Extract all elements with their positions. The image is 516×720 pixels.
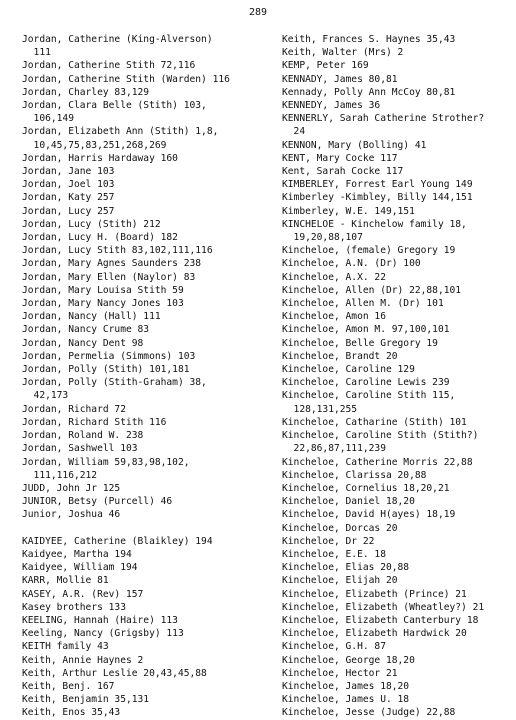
index-entry: Jordan, Catherine (King-Alverson): [22, 34, 213, 45]
index-entry: 19,20,88,107: [282, 232, 363, 244]
index-entry: 10,45,75,83,251,268,269: [22, 139, 167, 151]
index-entry: 24: [282, 126, 306, 138]
index-entry: 111: [22, 47, 51, 59]
index-entry: Kaidyee, William 194: [22, 562, 138, 574]
index-column-left: [22, 33, 262, 720]
index-entry: Kincheloe, James 18,20: [282, 680, 410, 692]
index-entry: Kincheloe, Elijah 20: [282, 575, 398, 587]
index-entry: KIMBERLEY, Forrest Earl Young 149: [282, 179, 473, 191]
index-entry: Jordan, Polly (Stith-Graham) 38,: [22, 377, 207, 389]
index-entry: Kincheloe, Jesse (Judge) 22,88: [282, 707, 456, 719]
index-entry: Jordan, Richard 72: [22, 403, 126, 415]
index-entry: KEELING, Hannah (Haire) 113: [22, 614, 178, 626]
index-entry: 128,131,255: [282, 403, 358, 415]
index-entry: KENT, Mary Cocke 117: [282, 152, 398, 164]
index-entry: Kincheloe, A.X. 22: [282, 271, 386, 283]
index-entry: Keith, Enos 35,43: [22, 707, 121, 719]
index-entry: Kincheloe, Hector 21: [282, 667, 398, 679]
index-entry: Jordan, Nancy Dent 98: [22, 337, 144, 349]
index-entry: Kincheloe, G.H. 87: [282, 641, 386, 653]
index-entry: JUNIOR, Betsy (Purcell) 46: [22, 496, 173, 508]
index-entry: Kincheloe, George 18,20: [282, 654, 415, 666]
index-entry: Jordan, Charley 83,129: [22, 86, 150, 98]
index-entry: Kincheloe, Belle Gregory 19: [282, 337, 438, 349]
index-entry: Kincheloe, James U. 18: [282, 694, 410, 706]
index-entry: Jordan, Mary Nancy Jones 103: [22, 298, 184, 310]
index-entry: Kincheloe, (female) Gregory 19: [282, 245, 456, 257]
index-entry: Jordan, Harris Hardaway 160: [22, 152, 178, 164]
index-entry: Jordan, Catherine Stith (Warden) 116: [22, 73, 230, 85]
index-entry: Jordan, Clara Belle (Stith) 103,: [22, 100, 207, 112]
index-entry: KAIDYEE, Catherine (Blaikley) 194: [22, 535, 213, 547]
index-entry: Jordan, Jane 103: [22, 166, 115, 178]
index-entry: KENNERLY, Sarah Catherine Strother?: [282, 113, 485, 125]
index-entry: Keith, Annie Haynes 2: [22, 654, 144, 666]
index-entry: Jordan, Polly (Stith) 101,181: [22, 364, 190, 376]
page-number: 289: [248, 7, 268, 18]
index-entry: Kincheloe, Brandt 20: [282, 350, 398, 362]
index-entry: 22,86,87,111,239: [282, 443, 386, 455]
index-entry: Kimberley, W.E. 149,151: [282, 205, 415, 217]
index-entry: Kincheloe, Elizabeth Canterbury 18: [282, 614, 479, 626]
index-entry: Jordan, Katy 257: [22, 192, 115, 204]
index-entry: KINCHELOE - Kinchelow family 18,: [282, 218, 467, 230]
index-entry: Jordan, Catherine Stith 72,116: [22, 60, 196, 72]
index-entry: Junior, Joshua 46: [22, 509, 121, 521]
index-entry: Kincheloe, Catharine (Stith) 101: [282, 416, 467, 428]
index-entry: Kincheloe, E.E. 18: [282, 548, 386, 560]
index-entry: Kincheloe, Catherine Morris 22,88: [282, 456, 473, 468]
index-entry: Kincheloe, A.N. (Dr) 100: [282, 258, 421, 270]
index-entry: KENNEDY, James 36: [282, 100, 381, 112]
index-entry: KEMP, Peter 169: [282, 60, 369, 72]
index-entry: Jordan, Roland W. 238: [22, 430, 144, 442]
index-entry: KENNADY, James 80,81: [282, 73, 398, 85]
index-entry: Kincheloe, Dorcas 20: [282, 522, 398, 534]
index-section-gap: [22, 522, 262, 535]
index-entry: Kincheloe, David H(ayes) 18,19: [282, 509, 456, 521]
index-entry: 106,149: [22, 113, 74, 125]
index-entry: Jordan, Joel 103: [22, 179, 115, 191]
index-entry: 111,116,212: [22, 469, 98, 481]
index-entry: Jordan, Nancy Crume 83: [22, 324, 150, 336]
index-entry: Keeling, Nancy (Grigsby) 113: [22, 628, 184, 640]
index-entry: Kent, Sarah Cocke 117: [282, 166, 404, 178]
index-entry: Jordan, Elizabeth Ann (Stith) 1,8,: [22, 126, 219, 138]
index-entry: Kincheloe, Amon 16: [282, 311, 386, 323]
index-entry: Jordan, Lucy Stith 83,102,111,116: [22, 245, 213, 257]
index-entry: Jordan, Mary Ellen (Naylor) 83: [22, 271, 196, 283]
index-entry: Kincheloe, Caroline Stith 115,: [282, 390, 456, 402]
index-entry: Jordan, Permelia (Simmons) 103: [22, 350, 196, 362]
index-entry: Keith, Benj. 167: [22, 680, 115, 692]
index-entry: Kincheloe, Elizabeth (Wheatley?) 21: [282, 601, 485, 613]
index-entry: Kincheloe, Elizabeth (Prince) 21: [282, 588, 467, 600]
index-entry: KEITH family 43: [22, 641, 109, 653]
index-entry: Kasey brothers 133: [22, 601, 126, 613]
index-entry: Jordan, Lucy H. (Board) 182: [22, 232, 178, 244]
index-entry: Kincheloe, Caroline Lewis 239: [282, 377, 450, 389]
index-entry: Jordan, Mary Louisa Stith 59: [22, 284, 184, 296]
index-entry: Jordan, Richard Stith 116: [22, 416, 167, 428]
index-entry: Keith, Frances S. Haynes 35,43: [282, 34, 456, 45]
index-entry: Kincheloe, Clarissa 20,88: [282, 469, 427, 481]
index-entry: Kincheloe, Elizabeth Hardwick 20: [282, 628, 467, 640]
index-entry: JUDD, John Jr 125: [22, 482, 121, 494]
index-entry: Jordan, William 59,83,98,102,: [22, 456, 190, 468]
index-entry: Kincheloe, Elias 20,88: [282, 562, 410, 574]
index-entry: Kincheloe, Daniel 18,20: [282, 496, 415, 508]
index-entry: Kincheloe, Allen (Dr) 22,88,101: [282, 284, 462, 296]
index-entry: Kincheloe, Caroline 129: [282, 364, 415, 376]
index-column-right: [282, 33, 514, 720]
index-entry: Kaidyee, Martha 194: [22, 548, 132, 560]
index-entry: Jordan, Mary Agnes Saunders 238: [22, 258, 202, 270]
index-entry: Keith, Walter (Mrs) 2: [282, 47, 404, 59]
index-entry: Kincheloe, Cornelius 18,20,21: [282, 482, 450, 494]
index-entry: Keith, Benjamin 35,131: [22, 694, 150, 706]
index-entry: KASEY, A.R. (Rev) 157: [22, 588, 144, 600]
index-entry: Kincheloe, Dr 22: [282, 535, 375, 547]
index-entry: KARR, Mollie 81: [22, 575, 109, 587]
index-entry: Jordan, Sashwell 103: [22, 443, 138, 455]
index-entry: Keith, Arthur Leslie 20,43,45,88: [22, 667, 207, 679]
index-entry: Jordan, Nancy (Hall) 111: [22, 311, 161, 323]
index-entry: KENNON, Mary (Bolling) 41: [282, 139, 427, 151]
index-entry: Kennady, Polly Ann McCoy 80,81: [282, 86, 456, 98]
index-entry: Jordan, Lucy (Stith) 212: [22, 218, 161, 230]
index-entry: Kincheloe, Amon M. 97,100,101: [282, 324, 450, 336]
index-entry: Jordan, Lucy 257: [22, 205, 115, 217]
index-entry: Kincheloe, Caroline Stith (Stith?): [282, 430, 479, 442]
index-entry: 42,173: [22, 390, 69, 402]
index-entry: Kincheloe, Allen M. (Dr) 101: [282, 298, 444, 310]
index-entry: Kimberley -Kimbley, Billy 144,151: [282, 192, 473, 204]
